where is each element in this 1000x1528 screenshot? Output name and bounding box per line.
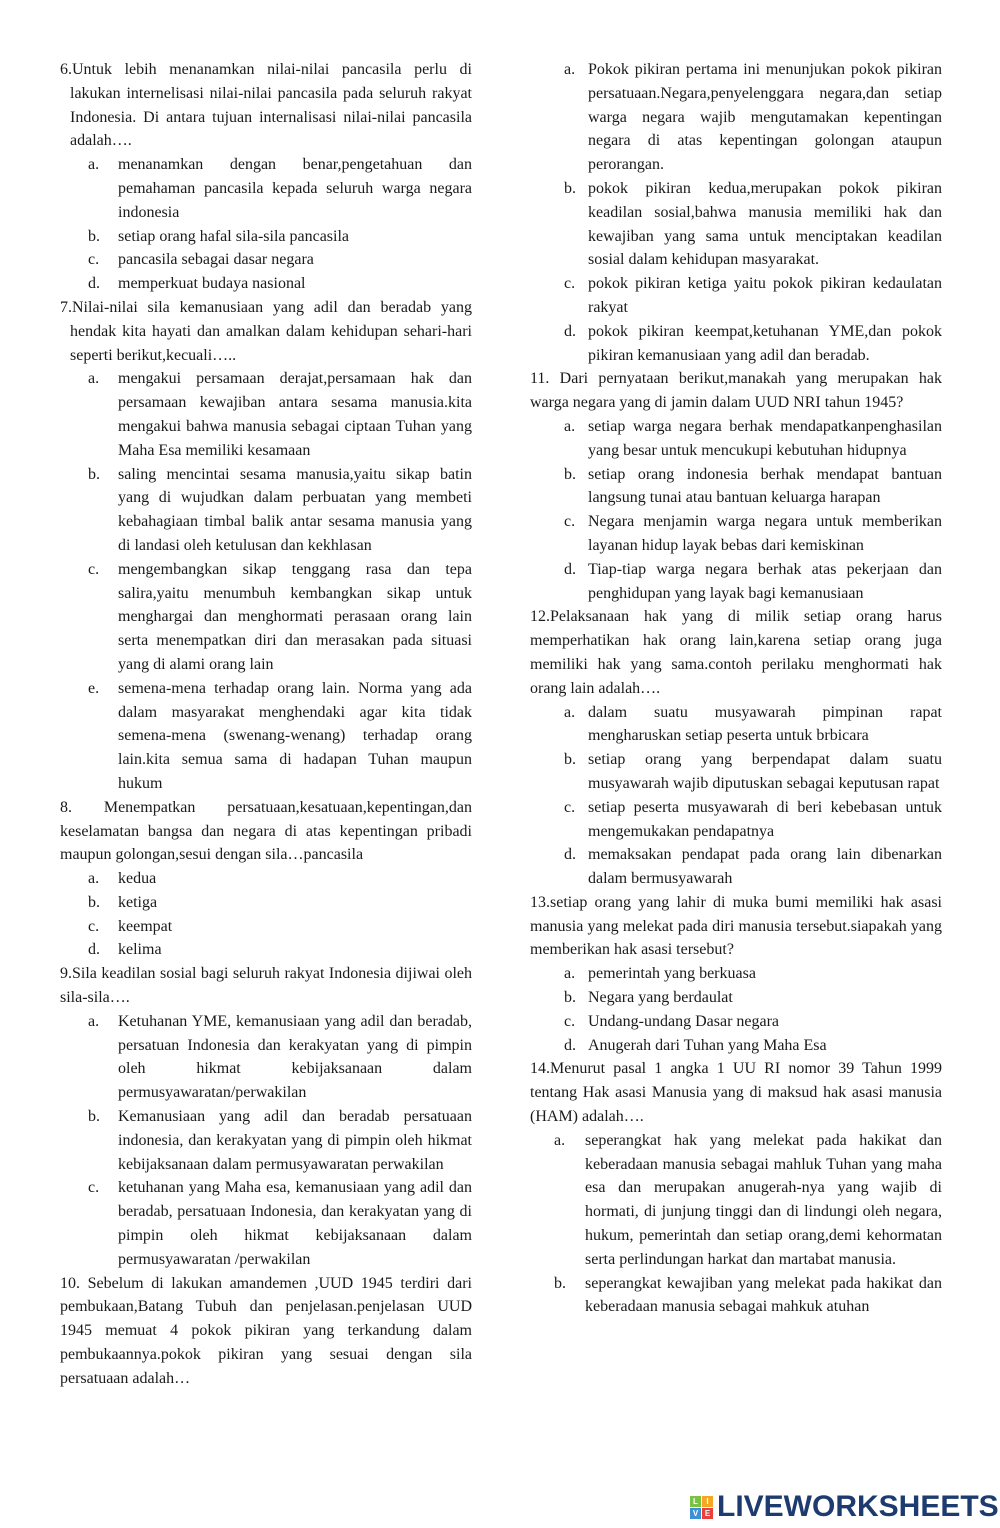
- option-text: Negara yang berdaulat: [588, 989, 733, 1007]
- option-text: semena-mena terhadap orang lain. Norma yang ada dalam masyarakat menghendaki agar kita tidak semena-mena (swenang-wenang) terhadap orang lain.kita semua sama di hadapan Tuhan maupun hukum: [118, 679, 472, 792]
- question-text: 9.Sila keadilan sosial bagi seluruh rakyat Indonesia dijiwai oleh sila-sila….: [60, 965, 472, 1007]
- answer-option: [60, 1105, 472, 1176]
- option-list: [60, 153, 472, 296]
- question-block: [530, 605, 942, 891]
- option-label: d.: [564, 560, 576, 578]
- option-label: b.: [88, 465, 100, 483]
- option-text: dalam suatu musyawarah pimpinan rapat mengharuskan setiap peserta untuk brbicara: [588, 703, 942, 745]
- answer-option: [530, 796, 942, 844]
- question-text: 13.setiap orang yang lahir di muka bumi memiliki hak asasi manusia yang melekat pada diri manusia tersebut.siapakah yang memberikan hak asasi tersebut?: [530, 893, 942, 959]
- option-label: b.: [88, 893, 100, 911]
- option-list: [60, 367, 472, 795]
- question-block: [530, 1057, 942, 1319]
- option-label: c.: [88, 251, 100, 269]
- option-label: b.: [88, 1108, 100, 1126]
- option-text: setiap orang indonesia berhak mendapat bantuan langsung tunai atau bantuan keluarga harapan: [588, 465, 942, 507]
- answer-option: [60, 915, 472, 939]
- option-list: [530, 962, 942, 1057]
- option-text: setiap peserta musyawarah di beri kebebasan untuk mengemukakan pendapatnya: [588, 798, 942, 840]
- option-label: d.: [564, 1036, 576, 1054]
- option-text: kelima: [118, 941, 162, 959]
- question-block: [60, 296, 472, 796]
- option-list: [60, 1010, 472, 1272]
- question-block: [530, 58, 942, 367]
- option-label: c.: [88, 560, 100, 578]
- answer-option: [60, 891, 472, 915]
- answer-option: [60, 558, 472, 677]
- option-text: keempat: [118, 917, 173, 935]
- option-text: memaksakan pendapat pada orang lain dibenarkan dalam bermusyawarah: [588, 846, 942, 888]
- answer-option: [530, 1272, 942, 1320]
- question-text: 11. Dari pernyataan berikut,manakah yang merupakan hak warga negara yang di jamin dalam UUD NRI tahun 1945?: [530, 370, 942, 412]
- question-text: 6.Untuk lebih menanamkan nilai-nilai pancasila perlu di lakukan internelisasi nilai-nilai pancasila pada seluruh rakyat Indonesia. Di antara tujuan internalisasi nilai-nilai pancasila adalah….: [60, 61, 472, 150]
- option-label: a.: [88, 370, 100, 388]
- answer-option: [530, 962, 942, 986]
- question-text: 10. Sebelum di lakukan amandemen ,UUD 1945 terdiri dari pembukaan,Batang Tubuh dan penjelasan.penjelasan UUD 1945 memuat 4 pokok pikiran yang terkandung dalam pembukaannya.pokok pikiran yang sesuai dengan sila persatuaan adalah…: [60, 1274, 472, 1387]
- option-label: c.: [564, 513, 576, 531]
- answer-option: [530, 415, 942, 463]
- option-label: b.: [564, 465, 576, 483]
- answer-option: [530, 986, 942, 1010]
- answer-option: [60, 272, 472, 296]
- option-label: d.: [564, 322, 576, 340]
- answer-option: [530, 1129, 942, 1272]
- answer-option: [530, 463, 942, 511]
- question-text: 14.Menurut pasal 1 angka 1 UU RI nomor 39 Tahun 1999 tentang Hak asasi Manusia yang di maksud hak asasi manusia (HAM) adalah….: [530, 1060, 942, 1126]
- option-label: d.: [88, 275, 100, 293]
- option-text: Undang-undang Dasar negara: [588, 1012, 780, 1030]
- question-block: [60, 1272, 472, 1391]
- option-text: Pokok pikiran pertama ini menunjukan pokok pikiran persatuaan.Negara,penyelenggara negara,dan setiap warga negara wajib mengutamakan kepentingan negara di atas kepentingan golongan ataupun perorangan.: [588, 61, 942, 174]
- left-column: [60, 58, 472, 1391]
- option-label: b.: [88, 227, 100, 245]
- option-label: b.: [554, 1274, 566, 1292]
- question-block: [60, 58, 472, 296]
- option-label: b.: [564, 179, 576, 197]
- answer-option: [60, 367, 472, 462]
- option-list: [530, 58, 942, 367]
- option-label: c.: [564, 275, 576, 293]
- option-label: a.: [88, 156, 100, 174]
- option-text: setiap orang hafal sila-sila pancasila: [118, 227, 350, 245]
- liveworksheets-logo: [690, 1490, 999, 1524]
- answer-option: [530, 1010, 942, 1034]
- option-label: c.: [564, 1012, 576, 1030]
- answer-option: [530, 748, 942, 796]
- option-label: c.: [564, 798, 576, 816]
- option-text: seperangkat kewajiban yang melekat pada hakikat dan keberadaan manusia sebagai mahkuk atuhan: [585, 1274, 942, 1316]
- answer-option: [530, 58, 942, 177]
- option-label: a.: [88, 1012, 100, 1030]
- option-text: ketiga: [118, 893, 158, 911]
- option-text: menanamkan dengan benar,pengetahuan dan pemahaman pancasila kepada seluruh warga negara indonesia: [118, 156, 472, 221]
- option-text: Anugerah dari Tuhan yang Maha Esa: [588, 1036, 827, 1054]
- option-text: mengembangkan sikap tenggang rasa dan tepa salira,yaitu menumbuh kembangkan sikap untuk menghargai dan menghormati perasaan orang lain serta menempatkan diri dan merasakan pada situasi yang di alami orang lain: [118, 560, 472, 673]
- option-text: setiap orang yang berpendapat dalam suatu musyawarah wajib diputuskan sebagai keputusan rapat: [588, 751, 942, 792]
- option-label: a.: [88, 870, 100, 888]
- option-text: Ketuhanan YME, kemanusiaan yang adil dan beradab, persatuan Indonesia dan kerakyatan yang di pimpin oleh hikmat kebijaksanaan dalam permusyawaratan/perwakilan: [118, 1012, 472, 1102]
- option-list: [530, 701, 942, 891]
- question-block: [530, 367, 942, 605]
- option-label: a.: [564, 61, 576, 78]
- option-label: d.: [564, 846, 576, 864]
- option-text: seperangkat hak yang melekat pada hakikat dan keberadaan manusia sebagai mahluk Tuhan yang maha esa dan merupakan anugerah-nya yang wajib di hormati, di junjung tinggi dan di lindungi oleh negara, hukum, pemerintah dan setiap orang,demi kehormatan serta perlindungan harkat dan martabat manusia.: [585, 1131, 942, 1268]
- answer-option: [530, 320, 942, 368]
- answer-option: [530, 701, 942, 749]
- option-text: kedua: [118, 870, 157, 888]
- option-text: setiap warga negara berhak mendapatkanpenghasilan yang besar untuk mencukupi kebutuhan hidupnya: [588, 417, 942, 459]
- option-label: a.: [554, 1131, 566, 1149]
- answer-option: [530, 558, 942, 606]
- answer-option: [60, 867, 472, 891]
- answer-option: [60, 153, 472, 224]
- option-label: b.: [564, 989, 576, 1007]
- answer-option: [60, 463, 472, 558]
- option-list: [530, 415, 942, 605]
- question-text: 12.Pelaksanaan hak yang di milik setiap orang harus memperhatikan hak orang lain,karena setiap orang juga memiliki hak yang sama.contoh perilaku menghormati hak orang lain adalah….: [530, 608, 942, 697]
- answer-option: [60, 225, 472, 249]
- answer-option: [530, 843, 942, 891]
- logo-text: LIVEWORKSHEETS: [717, 1490, 999, 1523]
- answer-option: [60, 1010, 472, 1105]
- answer-option: [530, 177, 942, 272]
- option-text: pokok pikiran ketiga yaitu pokok pikiran kedaulatan rakyat: [588, 275, 942, 316]
- option-text: Tiap-tiap warga negara berhak atas pekerjaan dan penghidupan yang layak bagi kemanusiaan: [588, 560, 942, 602]
- option-label: a.: [564, 965, 576, 983]
- option-label: c.: [88, 917, 100, 935]
- answer-option: [60, 677, 472, 796]
- answer-option: [60, 1176, 472, 1271]
- option-text: saling mencintai sesama manusia,yaitu sikap batin yang di wujudkan dalam perbuatan yang membeti kebahagiaan timbal balik antar sesama manusia yang di landasi oleh ketulusan dan kekhlasan: [118, 465, 472, 554]
- question-text: 7.Nilai-nilai sila kemanusiaan yang adil dan beradab yang hendak kita hayati dan amalkan dalam kehidupan sehari-hari seperti berikut,kecuali…..: [60, 298, 472, 364]
- option-text: Kemanusiaan yang adil dan beradab persatuaan indonesia, dan kerakyatan yang di pimpin oleh hikmat kebijaksanaan dalam permusyawaratan perwakilan: [118, 1108, 472, 1173]
- option-text: pokok pikiran keempat,ketuhanan YME,dan pokok pikiran kemanusiaan yang adil dan beradab.: [588, 322, 942, 364]
- option-label: d.: [88, 941, 100, 959]
- logo-cube-icon: L I V E: [690, 1496, 713, 1519]
- option-label: a.: [564, 703, 576, 721]
- option-label: a.: [564, 417, 576, 435]
- answer-option: [530, 1034, 942, 1058]
- option-text: pemerintah yang berkuasa: [588, 965, 756, 983]
- option-text: memperkuat budaya nasional: [118, 275, 306, 293]
- question-block: [60, 962, 472, 1271]
- option-label: b.: [564, 751, 576, 769]
- option-text: mengakui persamaan derajat,persamaan hak dan persamaan kewajiban antara sesama manusia.kita mengakui bahwa manusia sebagai ciptaan Tuhan yang Maha Esa memiliki kesamaan: [118, 370, 472, 459]
- option-label: e.: [88, 679, 100, 697]
- question-block: [60, 796, 472, 963]
- answer-option: [530, 510, 942, 558]
- option-text: pancasila sebagai dasar negara: [118, 251, 314, 269]
- answer-option: [530, 272, 942, 320]
- option-label: c.: [88, 1179, 100, 1197]
- question-block: [530, 891, 942, 1058]
- answer-option: [60, 248, 472, 272]
- option-text: pokok pikiran kedua,merupakan pokok pikiran keadilan sosial,bahwa manusia memiliki hak dan kewajiban yang sama untuk menciptakan keadilan sosial dalam kehidupan masyarakat.: [588, 179, 942, 269]
- answer-option: [60, 938, 472, 962]
- right-column: [530, 58, 942, 1319]
- option-text: Negara menjamin warga negara untuk memberikan layanan hidup layak bebas dari kemiskinan: [588, 513, 942, 554]
- option-list: [530, 1129, 942, 1319]
- option-text: ketuhanan yang Maha esa, kemanusiaan yang adil dan beradab, persatuaan Indonesia, dan kerakyatan yang di pimpin oleh hikmat kebijaksanaan dalam permusyawaratan /perwakilan: [118, 1179, 472, 1268]
- question-text: 8. Menempatkan persatuaan,kesatuaan,kepentingan,dan keselamatan bangsa dan negara di atas kepentingan pribadi maupun golongan,sesui dengan sila…pancasila: [60, 798, 472, 864]
- option-list: [60, 867, 472, 962]
